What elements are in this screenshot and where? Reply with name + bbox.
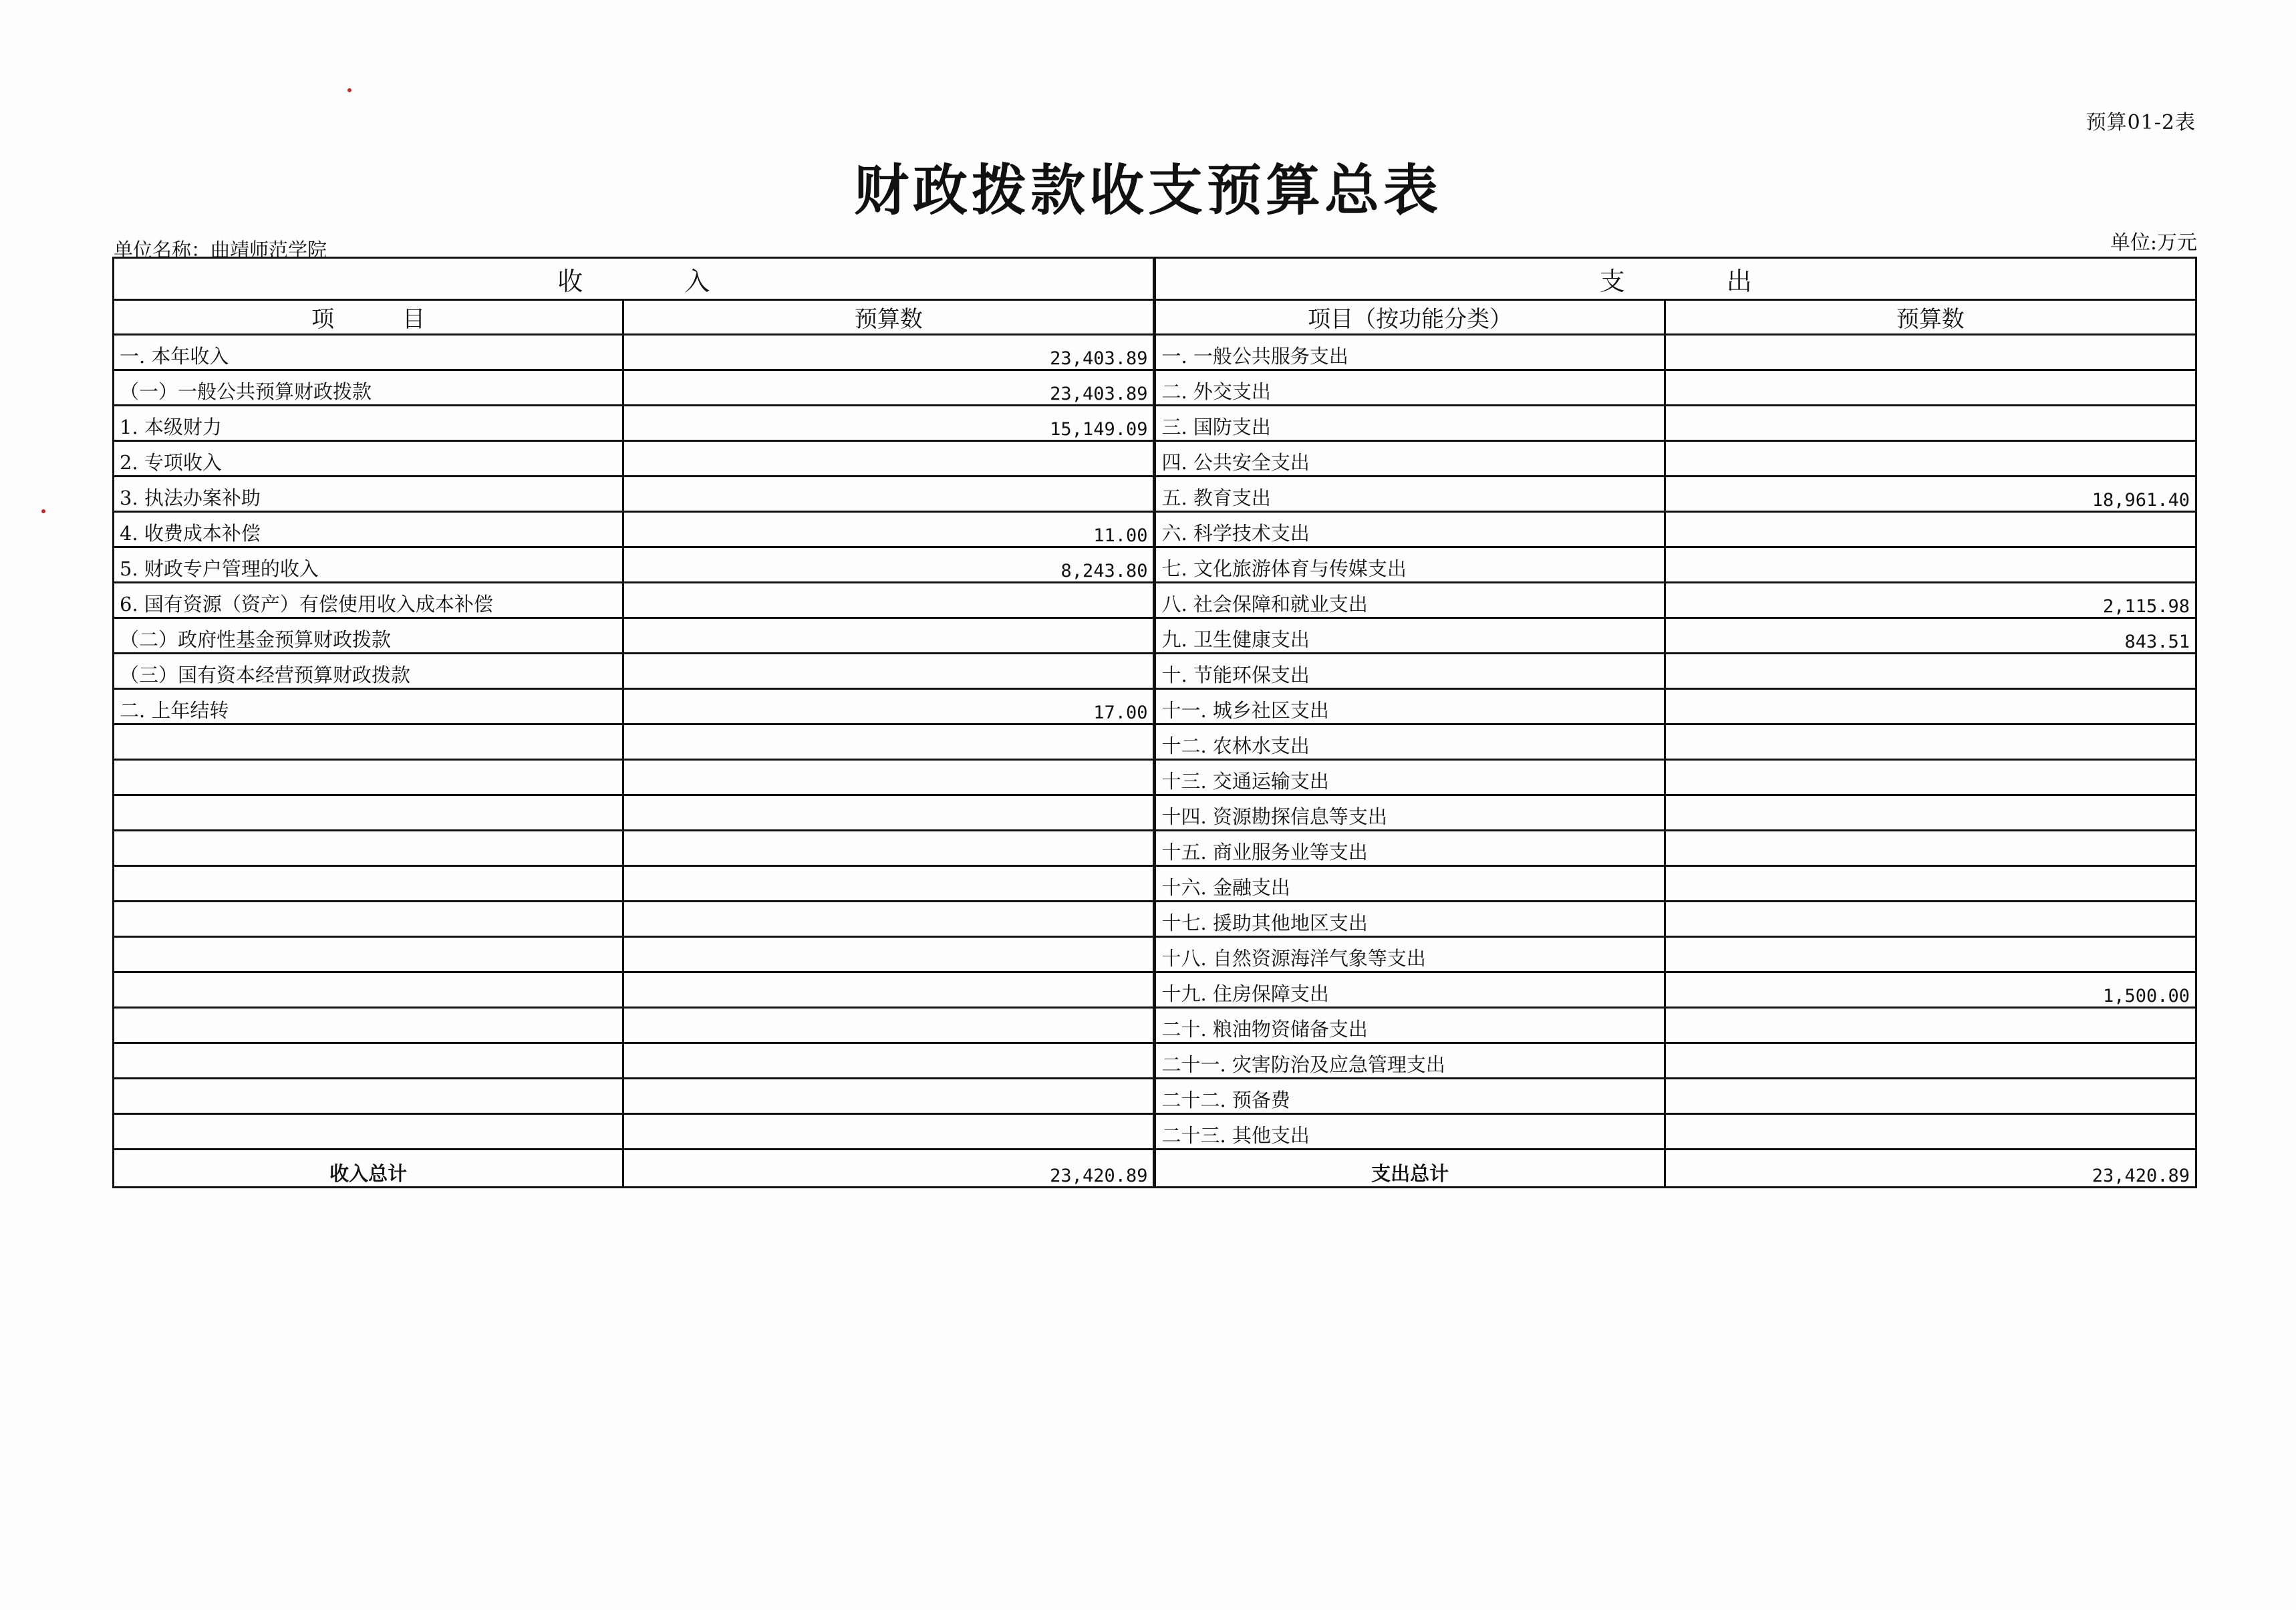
table-row	[114, 972, 2196, 1008]
expense-amount-cell: 1,500.00	[1665, 972, 2196, 1008]
income-item-cell	[114, 937, 623, 972]
table-row	[114, 689, 2196, 724]
col-amount-header-2: 预算数	[1665, 300, 2196, 335]
table-row	[114, 370, 2196, 406]
expense-amount-cell	[1665, 441, 2196, 477]
expense-amount-cell	[1665, 1114, 2196, 1150]
expense-amount-cell	[1665, 654, 2196, 689]
income-item-cell: 6. 国有资源（资产）有偿使用收入成本补偿	[114, 583, 623, 618]
ink-speck	[41, 509, 45, 513]
expense-amount-cell	[1665, 406, 2196, 441]
form-code: 预算01-2表	[2086, 111, 2196, 134]
table-row	[114, 1114, 2196, 1150]
expense-amount-cell	[1665, 1043, 2196, 1079]
expense-item-cell: 二十. 粮油物资储备支出	[1155, 1008, 1665, 1043]
table-row	[114, 441, 2196, 477]
income-amount-cell	[623, 724, 1155, 760]
income-amount-cell	[623, 1079, 1155, 1114]
expense-item-cell: 九. 卫生健康支出	[1155, 618, 1665, 654]
expense-amount-cell	[1665, 370, 2196, 406]
income-item-cell: 一. 本年收入	[114, 335, 623, 370]
expense-item-cell: 十二. 农林水支出	[1155, 724, 1665, 760]
income-amount-cell	[623, 583, 1155, 618]
col-item-header: 项 目	[114, 300, 623, 335]
total-income-label: 收入总计	[114, 1150, 623, 1188]
table-row	[114, 406, 2196, 441]
expense-item-cell: 十六. 金融支出	[1155, 866, 1665, 902]
income-amount-cell	[623, 1008, 1155, 1043]
income-amount-cell	[623, 1114, 1155, 1150]
section-header-row	[114, 258, 2196, 300]
expense-item-cell: 十四. 资源勘探信息等支出	[1155, 795, 1665, 831]
unit-measure: 单位:万元	[2110, 231, 2197, 255]
income-amount-cell: 15,149.09	[623, 406, 1155, 441]
table-row	[114, 583, 2196, 618]
expense-item-cell: 一. 一般公共服务支出	[1155, 335, 1665, 370]
income-amount-cell	[623, 1043, 1155, 1079]
page-title: 财政拨款收支预算总表	[853, 158, 1442, 223]
income-amount-cell	[623, 477, 1155, 512]
income-amount-cell	[623, 441, 1155, 477]
income-item-cell	[114, 972, 623, 1008]
expense-item-cell: 十. 节能环保支出	[1155, 654, 1665, 689]
expense-item-cell: 二十一. 灾害防治及应急管理支出	[1155, 1043, 1665, 1079]
income-item-cell: 二. 上年结转	[114, 689, 623, 724]
expense-item-cell: 七. 文化旅游体育与传媒支出	[1155, 547, 1665, 583]
table-body	[114, 335, 2196, 1150]
total-expense-label: 支出总计	[1155, 1150, 1665, 1188]
income-amount-cell	[623, 795, 1155, 831]
expense-item-cell: 二. 外交支出	[1155, 370, 1665, 406]
income-amount-cell	[623, 972, 1155, 1008]
expense-item-cell: 六. 科学技术支出	[1155, 512, 1665, 547]
unit-name: 单位名称：曲靖师范学院	[114, 239, 327, 261]
income-amount-cell: 8,243.80	[623, 547, 1155, 583]
expense-amount-cell	[1665, 547, 2196, 583]
expense-item-cell: 十八. 自然资源海洋气象等支出	[1155, 937, 1665, 972]
expense-amount-cell	[1665, 335, 2196, 370]
income-header: 收 入	[114, 258, 1155, 300]
expense-item-cell: 十一. 城乡社区支出	[1155, 689, 1665, 724]
expense-amount-cell	[1665, 866, 2196, 902]
expense-amount-cell	[1665, 795, 2196, 831]
table-row	[114, 831, 2196, 866]
table-row	[114, 1043, 2196, 1079]
income-amount-cell	[623, 866, 1155, 902]
table-row	[114, 724, 2196, 760]
income-item-cell: （一）一般公共预算财政拨款	[114, 370, 623, 406]
expense-item-cell: 二十三. 其他支出	[1155, 1114, 1665, 1150]
expense-item-cell: 二十二. 预备费	[1155, 1079, 1665, 1114]
income-amount-cell: 23,403.89	[623, 335, 1155, 370]
expense-amount-cell	[1665, 1079, 2196, 1114]
income-item-cell: （三）国有资本经营预算财政拨款	[114, 654, 623, 689]
income-item-cell: 1. 本级财力	[114, 406, 623, 441]
expense-amount-cell: 843.51	[1665, 618, 2196, 654]
expense-amount-cell	[1665, 760, 2196, 795]
table-row	[114, 1008, 2196, 1043]
income-amount-cell	[623, 760, 1155, 795]
income-item-cell: 5. 财政专户管理的收入	[114, 547, 623, 583]
expense-item-cell: 八. 社会保障和就业支出	[1155, 583, 1665, 618]
expense-amount-cell	[1665, 937, 2196, 972]
table-row	[114, 654, 2196, 689]
budget-table	[112, 257, 2197, 1188]
income-item-cell	[114, 1043, 623, 1079]
table-row	[114, 866, 2196, 902]
expense-amount-cell	[1665, 724, 2196, 760]
income-amount-cell	[623, 654, 1155, 689]
income-item-cell	[114, 1008, 623, 1043]
table-row	[114, 477, 2196, 512]
table-row	[114, 335, 2196, 370]
table-row	[114, 547, 2196, 583]
expense-item-cell: 十九. 住房保障支出	[1155, 972, 1665, 1008]
expense-amount-cell	[1665, 902, 2196, 937]
expense-item-cell: 十七. 援助其他地区支出	[1155, 902, 1665, 937]
expense-amount-cell	[1665, 512, 2196, 547]
income-item-cell	[114, 902, 623, 937]
table-row	[114, 760, 2196, 795]
income-amount-cell: 17.00	[623, 689, 1155, 724]
income-amount-cell: 23,403.89	[623, 370, 1155, 406]
expense-amount-cell	[1665, 831, 2196, 866]
expense-header: 支 出	[1155, 258, 2196, 300]
income-item-cell	[114, 724, 623, 760]
income-amount-cell: 11.00	[623, 512, 1155, 547]
income-item-cell	[114, 831, 623, 866]
table-row	[114, 795, 2196, 831]
income-item-cell: 2. 专项收入	[114, 441, 623, 477]
col-item-func-header: 项目（按功能分类）	[1155, 300, 1665, 335]
table-row	[114, 937, 2196, 972]
expense-amount-cell: 2,115.98	[1665, 583, 2196, 618]
expense-amount-cell: 18,961.40	[1665, 477, 2196, 512]
income-amount-cell	[623, 618, 1155, 654]
income-item-cell	[114, 866, 623, 902]
expense-item-cell: 三. 国防支出	[1155, 406, 1665, 441]
table-row	[114, 1079, 2196, 1114]
expense-item-cell: 十五. 商业服务业等支出	[1155, 831, 1665, 866]
table-row	[114, 512, 2196, 547]
income-item-cell	[114, 760, 623, 795]
income-item-cell	[114, 1114, 623, 1150]
col-amount-header: 预算数	[623, 300, 1155, 335]
income-item-cell	[114, 1079, 623, 1114]
table-row	[114, 902, 2196, 937]
income-item-cell: 3. 执法办案补助	[114, 477, 623, 512]
table-row	[114, 618, 2196, 654]
total-expense-value: 23,420.89	[1665, 1150, 2196, 1188]
income-item-cell: 4. 收费成本补偿	[114, 512, 623, 547]
ink-speck	[347, 88, 351, 92]
expense-item-cell: 十三. 交通运输支出	[1155, 760, 1665, 795]
expense-amount-cell	[1665, 689, 2196, 724]
expense-item-cell: 五. 教育支出	[1155, 477, 1665, 512]
expense-item-cell: 四. 公共安全支出	[1155, 441, 1665, 477]
income-amount-cell	[623, 831, 1155, 866]
total-row	[114, 1150, 2196, 1188]
income-item-cell: （二）政府性基金预算财政拨款	[114, 618, 623, 654]
income-amount-cell	[623, 902, 1155, 937]
income-item-cell	[114, 795, 623, 831]
income-amount-cell	[623, 937, 1155, 972]
column-header-row	[114, 300, 2196, 335]
total-income-value: 23,420.89	[623, 1150, 1155, 1188]
expense-amount-cell	[1665, 1008, 2196, 1043]
